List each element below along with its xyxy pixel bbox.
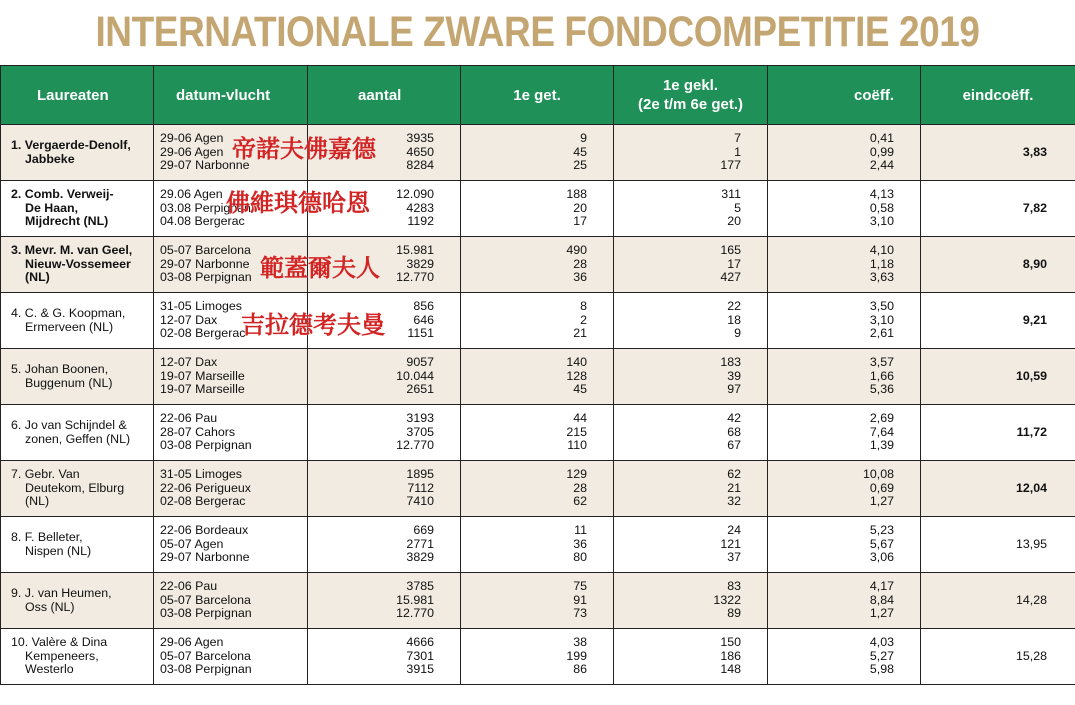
table-row bbox=[1, 293, 1075, 349]
flight-dates bbox=[154, 517, 308, 573]
first-gekl-value: 42 bbox=[727, 410, 741, 425]
aantal-value: 7112 bbox=[407, 480, 434, 495]
first-gekl-value: 177 bbox=[720, 158, 741, 173]
coef-value: 1,27 bbox=[869, 494, 894, 509]
coef-value: 2,69 bbox=[869, 410, 894, 425]
flight-date: 22-06 Pau bbox=[160, 578, 218, 593]
aantal-value: 3785 bbox=[406, 578, 434, 593]
aantal-value: 1192 bbox=[407, 214, 434, 229]
first-gekl-value: 89 bbox=[727, 606, 741, 621]
eindcoef-value: 13,95 bbox=[921, 517, 1075, 573]
first-get-value: 20 bbox=[573, 200, 587, 215]
first-get-value: 128 bbox=[566, 368, 587, 383]
coef-value: 1,18 bbox=[869, 256, 894, 271]
laureate-name-line: (NL) bbox=[25, 270, 50, 285]
coef-value: 5,23 bbox=[869, 522, 894, 537]
eindcoef-value: 12,04 bbox=[921, 461, 1075, 517]
flight-date: 02-08 Bergerac bbox=[160, 326, 246, 341]
first-get-values bbox=[461, 181, 614, 237]
first-get-value: 2 bbox=[580, 312, 587, 327]
flight-date: 03.08 Perpignan bbox=[160, 200, 251, 215]
coef-value: 0,41 bbox=[869, 130, 894, 145]
coef-value: 2,44 bbox=[869, 158, 894, 173]
coef-values bbox=[768, 573, 921, 629]
first-get-values bbox=[461, 405, 614, 461]
first-gekl-value: 183 bbox=[720, 354, 741, 369]
laureate-name-line: Nieuw-Vossemeer bbox=[25, 256, 131, 271]
first-gekl-value: 22 bbox=[727, 298, 741, 313]
first-gekl-values bbox=[614, 349, 768, 405]
coef-value: 1,39 bbox=[869, 438, 894, 453]
aantal-value: 15.981 bbox=[396, 592, 434, 607]
header-coef: coëff. bbox=[768, 66, 921, 125]
coef-value: 4,17 bbox=[869, 578, 894, 593]
first-get-value: 129 bbox=[566, 466, 587, 481]
first-get-value: 91 bbox=[573, 592, 587, 607]
chinese-name-annotation: 帝諾夫佛嘉德 bbox=[232, 135, 376, 163]
first-get-value: 215 bbox=[566, 424, 587, 439]
first-gekl-value: 17 bbox=[727, 256, 741, 271]
coef-value: 0,69 bbox=[869, 480, 894, 495]
coef-values bbox=[768, 629, 921, 685]
first-gekl-value: 121 bbox=[720, 536, 741, 551]
flight-date: 29-07 Narbonne bbox=[160, 256, 250, 271]
flight-date: 05-07 Barcelona bbox=[160, 242, 251, 257]
laureate-name bbox=[1, 461, 154, 517]
aantal-value: 1895 bbox=[406, 466, 434, 481]
laureate-name-line: 4. C. & G. Koopman, bbox=[11, 305, 126, 320]
table-row bbox=[1, 573, 1075, 629]
first-gekl-value: 311 bbox=[721, 186, 741, 201]
aantal-value: 646 bbox=[413, 312, 434, 327]
first-get-value: 17 bbox=[573, 214, 587, 229]
table-row bbox=[1, 349, 1075, 405]
table-row bbox=[1, 517, 1075, 573]
header-eindcoef: eindcoëff. bbox=[921, 66, 1075, 125]
aantal-value: 7301 bbox=[406, 648, 434, 663]
laureate-name-line: Nispen (NL) bbox=[25, 543, 92, 558]
laureate-name-line: Oss (NL) bbox=[25, 599, 75, 614]
coef-value: 0,99 bbox=[869, 144, 894, 159]
eindcoef-value: 8,90 bbox=[921, 237, 1075, 293]
aantal-value: 3935 bbox=[406, 130, 434, 145]
first-get-values bbox=[461, 461, 614, 517]
first-gekl-value: 67 bbox=[727, 438, 741, 453]
coef-value: 10,08 bbox=[862, 466, 894, 481]
coef-value: 3,10 bbox=[869, 312, 894, 327]
aantal-value: 856 bbox=[413, 298, 434, 313]
first-get-value: 490 bbox=[566, 242, 587, 257]
first-gekl-values bbox=[614, 237, 768, 293]
header-row bbox=[1, 66, 1075, 125]
table-row bbox=[1, 461, 1075, 517]
coef-value: 5,36 bbox=[869, 382, 894, 397]
table-row bbox=[1, 405, 1075, 461]
header-first-gekl bbox=[614, 66, 768, 125]
aantal-value: 2651 bbox=[406, 382, 434, 397]
laureate-name-line: 6. Jo van Schijndel & bbox=[11, 417, 127, 432]
aantal-value: 10.044 bbox=[396, 368, 434, 383]
header-datum-vlucht: datum-vlucht bbox=[154, 66, 308, 125]
aantal-values bbox=[308, 461, 461, 517]
eindcoef-value: 3,83 bbox=[921, 125, 1075, 181]
flight-date: 05-07 Agen bbox=[160, 536, 224, 551]
first-gekl-value: 427 bbox=[720, 270, 741, 285]
first-get-value: 11 bbox=[574, 522, 587, 537]
first-get-value: 75 bbox=[573, 578, 587, 593]
aantal-value: 1151 bbox=[407, 326, 434, 341]
eindcoef-value: 10,59 bbox=[921, 349, 1075, 405]
laureate-name-line: Mijdrecht (NL) bbox=[25, 214, 109, 229]
flight-date: 22-06 Pau bbox=[160, 410, 218, 425]
aantal-value: 15.981 bbox=[396, 242, 434, 257]
eindcoef-value: 11,72 bbox=[921, 405, 1075, 461]
aantal-value: 12.090 bbox=[396, 186, 434, 201]
first-gekl-value: 186 bbox=[720, 648, 741, 663]
aantal-value: 4666 bbox=[406, 634, 434, 649]
flight-date: 03-08 Perpignan bbox=[160, 438, 252, 453]
flight-date: 12-07 Dax bbox=[160, 354, 218, 369]
laureate-name-line: zonen, Geffen (NL) bbox=[25, 431, 131, 446]
laureate-name bbox=[1, 349, 154, 405]
aantal-value: 9057 bbox=[406, 354, 434, 369]
aantal-value: 3829 bbox=[406, 256, 434, 271]
laureate-name-line: Buggenum (NL) bbox=[25, 375, 113, 390]
table-row bbox=[1, 629, 1075, 685]
table-row bbox=[1, 237, 1075, 293]
coef-values bbox=[768, 237, 921, 293]
coef-value: 3,57 bbox=[869, 354, 894, 369]
coef-value: 4,13 bbox=[869, 186, 894, 201]
coef-values bbox=[768, 405, 921, 461]
first-gekl-values bbox=[614, 573, 768, 629]
laureate-name-line: 1. Vergaerde-Denolf, bbox=[11, 137, 131, 152]
coef-value: 3,50 bbox=[869, 298, 894, 313]
first-get-value: 188 bbox=[566, 186, 587, 201]
first-get-values bbox=[461, 237, 614, 293]
first-gekl-values bbox=[614, 629, 768, 685]
flight-date: 29-07 Narbonne bbox=[160, 158, 250, 173]
first-gekl-value: 83 bbox=[727, 578, 741, 593]
coef-values bbox=[768, 125, 921, 181]
aantal-value: 669 bbox=[413, 522, 434, 537]
first-get-value: 44 bbox=[573, 410, 587, 425]
coef-value: 3,06 bbox=[869, 550, 894, 565]
flight-date: 28-07 Cahors bbox=[160, 424, 236, 439]
first-get-value: 28 bbox=[573, 256, 587, 271]
flight-dates bbox=[154, 405, 308, 461]
laureate-name-line: 7. Gebr. Van bbox=[11, 466, 80, 481]
first-gekl-values bbox=[614, 461, 768, 517]
flight-date: 02-08 Bergerac bbox=[160, 494, 246, 509]
aantal-values bbox=[308, 517, 461, 573]
coef-value: 1,66 bbox=[869, 368, 894, 383]
chinese-name-annotation: 佛維琪德哈恩 bbox=[226, 189, 370, 217]
aantal-value: 12.770 bbox=[396, 270, 434, 285]
header-aantal: aantal bbox=[308, 66, 461, 125]
laureate-name-line: Jabbeke bbox=[25, 151, 75, 166]
aantal-value: 12.770 bbox=[396, 438, 434, 453]
first-gekl-values bbox=[614, 181, 768, 237]
first-gekl-value: 39 bbox=[727, 368, 741, 383]
flight-date: 03-08 Perpignan bbox=[160, 662, 252, 677]
laureate-name bbox=[1, 629, 154, 685]
table-row bbox=[1, 125, 1075, 181]
flight-date: 19-07 Marseille bbox=[160, 368, 245, 383]
first-get-value: 25 bbox=[573, 158, 587, 173]
first-gekl-value: 150 bbox=[720, 634, 741, 649]
flight-dates bbox=[154, 349, 308, 405]
coef-value: 1,27 bbox=[869, 606, 894, 621]
laureate-name-line: 8. F. Belleter, bbox=[11, 529, 83, 544]
first-gekl-value: 1322 bbox=[713, 592, 741, 607]
coef-value: 5,98 bbox=[869, 662, 894, 677]
coef-values bbox=[768, 517, 921, 573]
first-get-value: 45 bbox=[573, 144, 587, 159]
first-gekl-value: 9 bbox=[734, 326, 741, 341]
first-get-values bbox=[461, 349, 614, 405]
laureate-name-line: De Haan, bbox=[25, 200, 79, 215]
aantal-value: 8284 bbox=[406, 158, 434, 173]
header-gekl-line1: 1e gekl. bbox=[662, 77, 719, 94]
results-table-container bbox=[0, 65, 1075, 705]
first-gekl-value: 148 bbox=[720, 662, 741, 677]
first-get-value: 140 bbox=[566, 354, 587, 369]
laureate-name-line: 5. Johan Boonen, bbox=[11, 361, 109, 376]
aantal-value: 4650 bbox=[406, 144, 434, 159]
first-get-value: 80 bbox=[573, 550, 587, 565]
first-get-value: 45 bbox=[573, 382, 587, 397]
flight-dates bbox=[154, 461, 308, 517]
first-gekl-value: 97 bbox=[727, 382, 741, 397]
flight-date: 29-06 Agen bbox=[160, 130, 224, 145]
laureate-name bbox=[1, 237, 154, 293]
first-gekl-value: 37 bbox=[727, 550, 741, 565]
first-gekl-values bbox=[614, 405, 768, 461]
flight-date: 22-06 Perigueux bbox=[160, 480, 251, 495]
coef-value: 4,03 bbox=[869, 634, 894, 649]
coef-value: 5,67 bbox=[869, 536, 894, 551]
chinese-name-annotation: 吉拉德考夫曼 bbox=[241, 311, 385, 339]
first-gekl-value: 7 bbox=[734, 130, 741, 145]
first-gekl-value: 165 bbox=[720, 242, 741, 257]
first-get-value: 8 bbox=[580, 298, 587, 313]
aantal-value: 3915 bbox=[406, 662, 434, 677]
first-get-value: 38 bbox=[573, 634, 587, 649]
first-get-value: 73 bbox=[573, 606, 587, 621]
first-get-value: 9 bbox=[580, 130, 587, 145]
coef-values bbox=[768, 181, 921, 237]
first-get-value: 110 bbox=[567, 438, 587, 453]
laureate-name-line: (NL) bbox=[25, 494, 50, 509]
first-gekl-value: 1 bbox=[734, 144, 741, 159]
first-get-value: 21 bbox=[573, 326, 587, 341]
chinese-name-annotation: 範蓋爾夫人 bbox=[260, 254, 380, 282]
aantal-value: 3193 bbox=[406, 410, 434, 425]
first-get-value: 36 bbox=[573, 536, 587, 551]
first-gekl-values bbox=[614, 517, 768, 573]
header-first-get: 1e get. bbox=[461, 66, 614, 125]
header-gekl-line2: (2e t/m 6e get.) bbox=[637, 96, 744, 113]
first-get-values bbox=[461, 293, 614, 349]
laureate-name bbox=[1, 125, 154, 181]
page-title: INTERNATIONALE ZWARE FONDCOMPETITIE 2019 bbox=[95, 8, 980, 56]
aantal-value: 4283 bbox=[406, 200, 434, 215]
flight-date: 29-07 Narbonne bbox=[160, 550, 250, 565]
aantal-value: 3705 bbox=[406, 424, 434, 439]
flight-date: 05-07 Barcelona bbox=[160, 592, 251, 607]
coef-value: 2,61 bbox=[869, 326, 894, 341]
first-get-value: 28 bbox=[573, 480, 587, 495]
aantal-values bbox=[308, 573, 461, 629]
laureate-name bbox=[1, 293, 154, 349]
laureate-name bbox=[1, 181, 154, 237]
laureate-name-line: Ermerveen (NL) bbox=[25, 319, 114, 334]
laureate-name-line: 3. Mevr. M. van Geel, bbox=[11, 242, 133, 257]
first-gekl-value: 20 bbox=[727, 214, 741, 229]
flight-date: 29-06 Agen bbox=[160, 634, 224, 649]
aantal-value: 12.770 bbox=[396, 606, 434, 621]
flight-dates bbox=[154, 573, 308, 629]
coef-values bbox=[768, 349, 921, 405]
flight-date: 31-05 Limoges bbox=[160, 298, 242, 313]
coef-value: 4,10 bbox=[869, 242, 894, 257]
laureate-name bbox=[1, 405, 154, 461]
flight-dates bbox=[154, 629, 308, 685]
laureate-name-line: Deutekom, Elburg bbox=[25, 480, 125, 495]
first-get-values bbox=[461, 517, 614, 573]
results-table bbox=[0, 65, 1075, 685]
aantal-values bbox=[308, 349, 461, 405]
flight-date: 31-05 Limoges bbox=[160, 466, 242, 481]
eindcoef-value: 9,21 bbox=[921, 293, 1075, 349]
eindcoef-value: 15,28 bbox=[921, 629, 1075, 685]
aantal-value: 2771 bbox=[406, 536, 434, 551]
flight-date: 03-08 Perpignan bbox=[160, 270, 252, 285]
laureate-name-line: Westerlo bbox=[25, 662, 74, 677]
laureate-name bbox=[1, 517, 154, 573]
first-gekl-value: 18 bbox=[727, 312, 741, 327]
first-gekl-value: 68 bbox=[727, 424, 741, 439]
first-gekl-value: 62 bbox=[727, 466, 741, 481]
flight-date: 05-07 Barcelona bbox=[160, 648, 251, 663]
coef-values bbox=[768, 293, 921, 349]
coef-value: 0,58 bbox=[869, 200, 894, 215]
laureate-name-line: 9. J. van Heumen, bbox=[11, 585, 112, 600]
laureate-name-line: 10. Valère & Dina bbox=[11, 634, 108, 649]
laureate-name-line: Kempeneers, bbox=[25, 648, 99, 663]
first-gekl-value: 21 bbox=[727, 480, 741, 495]
first-get-values bbox=[461, 629, 614, 685]
aantal-values bbox=[308, 629, 461, 685]
first-get-value: 86 bbox=[573, 662, 587, 677]
laureate-name bbox=[1, 573, 154, 629]
first-gekl-value: 24 bbox=[727, 522, 741, 537]
aantal-value: 3829 bbox=[406, 550, 434, 565]
first-gekl-value: 32 bbox=[727, 494, 741, 509]
eindcoef-value: 14,28 bbox=[921, 573, 1075, 629]
flight-date: 29-06 Agen bbox=[160, 144, 224, 159]
first-get-value: 199 bbox=[566, 648, 587, 663]
coef-value: 7,64 bbox=[869, 424, 894, 439]
table-row bbox=[1, 181, 1075, 237]
first-get-value: 62 bbox=[573, 494, 587, 509]
eindcoef-value: 7,82 bbox=[921, 181, 1075, 237]
first-gekl-value: 5 bbox=[734, 200, 741, 215]
first-get-values bbox=[461, 573, 614, 629]
header-laureaten: Laureaten bbox=[1, 66, 154, 125]
first-gekl-values bbox=[614, 293, 768, 349]
coef-value: 5,27 bbox=[869, 648, 894, 663]
first-gekl-values bbox=[614, 125, 768, 181]
flight-date: 22-06 Bordeaux bbox=[160, 522, 249, 537]
laureate-name-line: 2. Comb. Verweij- bbox=[11, 186, 114, 201]
flight-date: 19-07 Marseille bbox=[160, 382, 245, 397]
coef-values bbox=[768, 461, 921, 517]
flight-date: 29.06 Agen bbox=[160, 186, 223, 201]
coef-value: 3,10 bbox=[869, 214, 894, 229]
flight-date: 12-07 Dax bbox=[160, 312, 218, 327]
flight-date: 04.08 Bergerac bbox=[160, 214, 245, 229]
first-get-value: 36 bbox=[573, 270, 587, 285]
aantal-values bbox=[308, 405, 461, 461]
table-body bbox=[1, 125, 1075, 685]
first-get-values bbox=[461, 125, 614, 181]
flight-date: 03-08 Perpignan bbox=[160, 606, 252, 621]
coef-value: 3,63 bbox=[869, 270, 894, 285]
aantal-value: 7410 bbox=[406, 494, 434, 509]
coef-value: 8,84 bbox=[869, 592, 894, 607]
